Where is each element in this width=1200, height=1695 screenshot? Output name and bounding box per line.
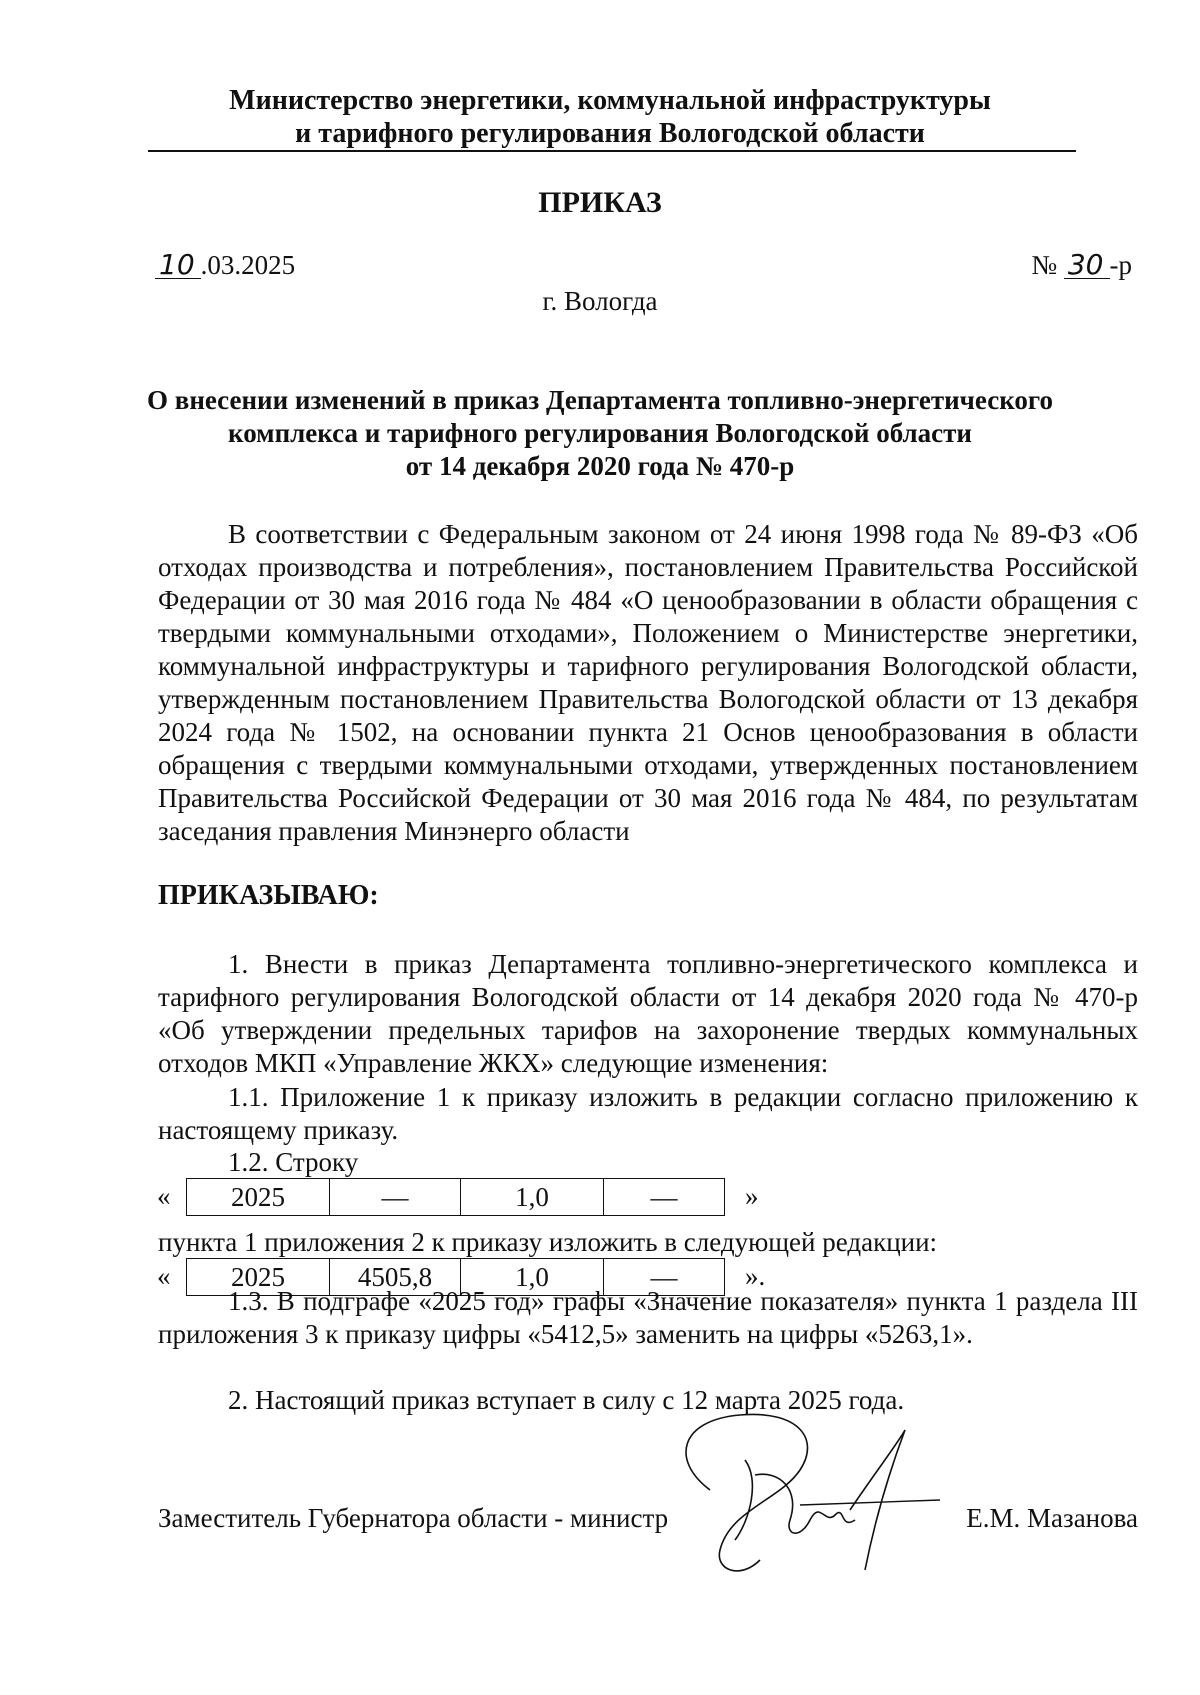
old-row-quote-close: »: [745, 1181, 759, 1211]
order-city: г. Вологда: [542, 286, 658, 316]
order-date-day: 10: [155, 252, 201, 279]
signer-position: Заместитель Губернатора области - министр: [158, 1503, 669, 1533]
document-type: ПРИКАЗ: [538, 186, 662, 219]
new-row-index: 1,0: [461, 1259, 604, 1296]
old-row-value: —: [330, 1179, 461, 1216]
item-1-2-continuation: пункта 1 приложения 2 к приказу изложить в следующей редакции:: [158, 1227, 938, 1257]
item-1-paragraph: 1. Внести в приказ Департамента топливно-энергетического комплекса и тарифного регулирования Вологодской области от 14 декабря 2020 года № 470-р «Об утверждении предельных тарифов на захоронение твердых коммунальных отходов МКП «Управление ЖКХ» следующие изменения:: [158, 949, 1138, 1078]
new-row-quote-close: ».: [745, 1261, 766, 1291]
signer-name: Е.М. Мазанова: [966, 1503, 1138, 1533]
handwritten-signature: [650, 1400, 950, 1600]
item-1-2-label: 1.2. Строку: [228, 1147, 359, 1177]
order-number: [1031, 250, 1132, 281]
header-divider: [148, 150, 1076, 152]
ministry-name-line2: и тарифного регулирования Вологодской области: [295, 118, 925, 149]
old-row-extra: —: [604, 1179, 725, 1216]
order-number-value: 30: [1064, 252, 1110, 279]
preamble-paragraph: В соответствии с Федеральным законом от 24 июня 1998 года № 89-ФЗ «Об отходах производства и потребления», постановлением Правительства Российской Федерации от 30 мая 2016 года № 484 «О ценообразовании в области обращения с твердыми коммунальными отходами», Положением о Министерстве энергетики, коммунальной инфраструктуры и тарифного регулирования Вологодской области, утвержденным постановлением Правительства Вологодской области от 13 декабря 2024 года № 1502, на основании пункта 21 Основ ценообразования в области обращения с твердыми коммунальными отходами, утвержденных постановлением Правительства Российской Федерации от 30 мая 2016 года № 484, по результатам заседания правления Минэнерго области: [158, 519, 1138, 846]
item-2-paragraph: 2. Настоящий приказ вступает в силу с 12 марта 2025 года.: [228, 1385, 905, 1415]
new-row-year: 2025: [187, 1259, 330, 1296]
order-number-suffix: -р: [1109, 250, 1132, 280]
item-1-3-paragraph: 1.3. В подграфе «2025 год» графы «Значение показателя» пункта 1 раздела III приложения 3 к приказу цифры «5412,5» заменить на цифры «5263,1».: [158, 1286, 1138, 1349]
old-row-table: [186, 1178, 725, 1216]
order-date-rest: .03.2025: [200, 250, 296, 280]
table-row: [187, 1179, 725, 1216]
order-title-line2: комплекса и тарифного регулирования Вологодской области: [228, 418, 972, 448]
order-number-prefix: №: [1031, 250, 1058, 280]
ministry-name-line1: Министерство энергетики, коммунальной инфраструктуры: [229, 85, 991, 116]
new-row-extra: —: [604, 1259, 725, 1296]
order-title-line1: О внесении изменений в приказ Департамента топливно-энергетического: [146, 385, 1053, 415]
new-row-quote-open: «: [157, 1261, 171, 1291]
order-date: [155, 250, 295, 281]
order-verb: ПРИКАЗЫВАЮ:: [158, 880, 379, 911]
old-row-year: 2025: [187, 1179, 330, 1216]
item-1-1-paragraph: 1.1. Приложение 1 к приказу изложить в редакции согласно приложению к настоящему приказу.: [158, 1082, 1138, 1145]
order-title: [100, 384, 1100, 483]
old-row-quote-open: «: [157, 1181, 171, 1211]
order-title-line3: от 14 декабря 2020 года № 470-р: [405, 451, 795, 481]
old-row-index: 1,0: [461, 1179, 604, 1216]
new-row-value: 4505,8: [330, 1259, 461, 1296]
